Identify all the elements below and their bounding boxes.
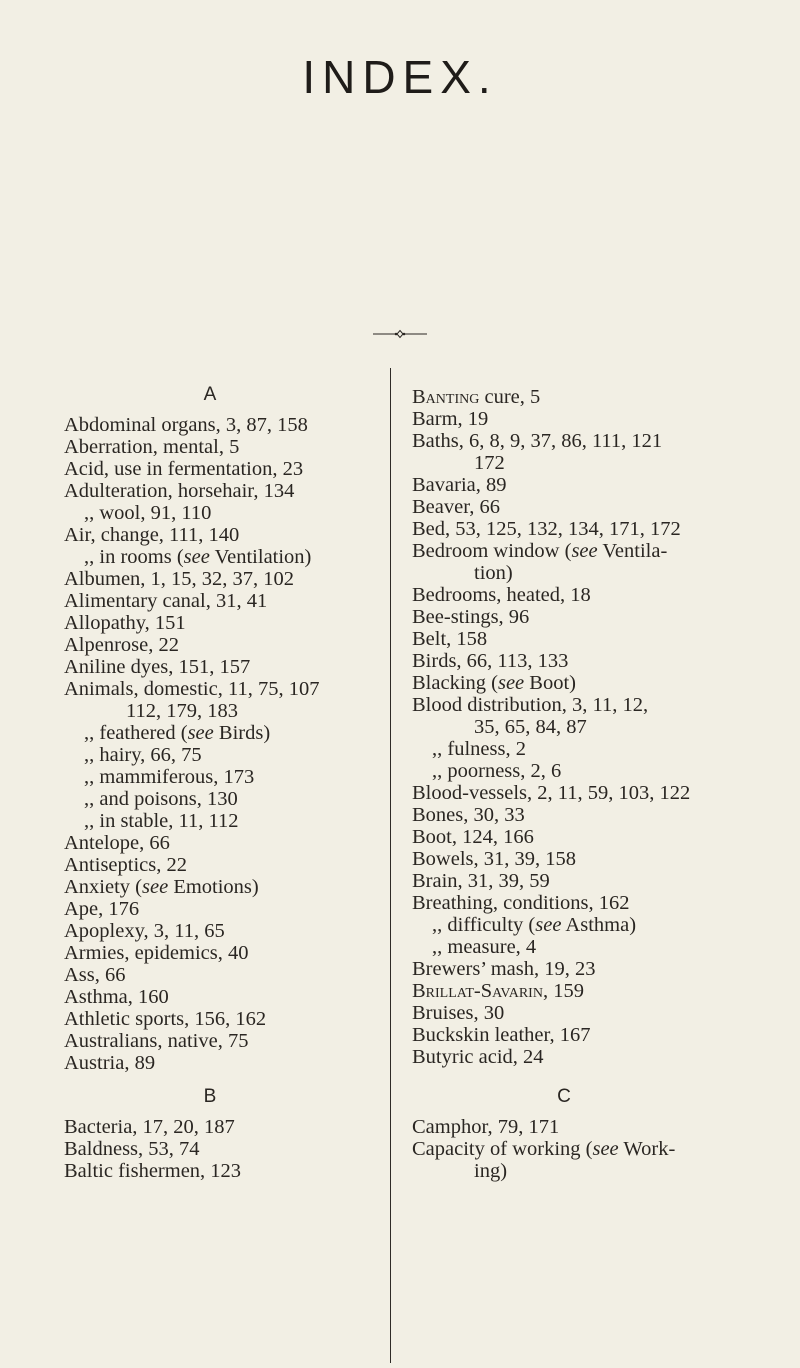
section-letter-b: B [203,1086,217,1107]
index-entry: Brewers’ mash, 19, 23 [412,958,596,980]
index-entry: Belt, 158 [412,628,488,650]
index-entry: ,, in rooms (see Ventilation) [84,546,312,568]
index-entry: Antiseptics, 22 [64,854,187,876]
index-entry: Ass, 66 [64,964,126,986]
index-entry: Bowels, 31, 39, 158 [412,848,576,870]
index-entry: ,, fulness, 2 [432,738,526,760]
index-entry: ,, difficulty (see Asthma) [432,914,637,936]
index-entry: Alpenrose, 22 [64,634,180,656]
index-entry: Aniline dyes, 151, 157 [64,656,251,678]
index-entry: Birds, 66, 113, 133 [412,650,569,672]
index-entry: Buckskin leather, 167 [412,1024,591,1046]
index-entry: Blacking (see Boot) [412,672,576,694]
index-entry: 112, 179, 183 [126,700,238,722]
index-entry: 172 [474,452,505,474]
index-entry: Beaver, 66 [412,496,500,518]
index-entry: Animals, domestic, 11, 75, 107 [64,678,320,700]
index-entry: Brain, 31, 39, 59 [412,870,550,892]
index-entry: ,, feathered (see Birds) [84,722,271,744]
index-entry: Bavaria, 89 [412,474,507,496]
index-entry: Bacteria, 17, 20, 187 [64,1116,235,1138]
index-entry: Banting cure, 5 [412,386,541,408]
index-entry: Capacity of working (see Work- [412,1138,676,1160]
section-letter-a: A [203,384,217,405]
index-entry: Adulteration, horsehair, 134 [64,480,295,502]
index-entry: ,, mammiferous, 173 [84,766,255,788]
index-entry: Abdominal organs, 3, 87, 158 [64,414,308,436]
index-entry: Boot, 124, 166 [412,826,534,848]
ornament-divider [373,329,427,339]
index-entry: Albumen, 1, 15, 32, 37, 102 [64,568,295,590]
index-entry: ,, in stable, 11, 112 [84,810,239,832]
index-entry: Baths, 6, 8, 9, 37, 86, 111, 121 [412,430,663,452]
index-entry: Allopathy, 151 [64,612,186,634]
index-entry: Alimentary canal, 31, 41 [64,590,268,612]
index-entry: Butyric acid, 24 [412,1046,544,1068]
index-entry: Barm, 19 [412,408,489,430]
column-divider [390,368,391,1363]
index-title: INDEX. [302,51,498,103]
index-entry: Australians, native, 75 [64,1030,249,1052]
index-entry: Blood-vessels, 2, 11, 59, 103, 122 [412,782,691,804]
index-entry: Armies, epidemics, 40 [64,942,249,964]
index-entry: Antelope, 66 [64,832,170,854]
index-entry: ,, measure, 4 [432,936,537,958]
index-entry: Ape, 176 [64,898,140,920]
index-entry: tion) [474,562,513,584]
index-entry: ing) [474,1160,508,1182]
index-entry: Baldness, 53, 74 [64,1138,200,1160]
index-entry: ,, wool, 91, 110 [84,502,212,524]
index-entry: Bruises, 30 [412,1002,505,1024]
index-entry: Bee-stings, 96 [412,606,530,628]
index-entry: ,, and poisons, 130 [84,788,238,810]
index-entry: Apoplexy, 3, 11, 65 [64,920,225,942]
index-entry: Athletic sports, 156, 162 [64,1008,267,1030]
section-letter-c: C [557,1086,571,1107]
index-entry: Anxiety (see Emotions) [64,876,259,898]
index-entry: ,, hairy, 66, 75 [84,744,202,766]
index-entry: Air, change, 111, 140 [64,524,240,546]
index-entry: Austria, 89 [64,1052,156,1074]
index-entry: Asthma, 160 [64,986,169,1008]
index-entry: Acid, use in fermentation, 23 [64,458,304,480]
index-entry: Bones, 30, 33 [412,804,525,826]
index-entry: Baltic fishermen, 123 [64,1160,242,1182]
index-entry: 35, 65, 84, 87 [474,716,587,738]
index-entry: Camphor, 79, 171 [412,1116,560,1138]
index-entry: Bedrooms, heated, 18 [412,584,591,606]
index-entry: ,, poorness, 2, 6 [432,760,562,782]
index-entry: Aberration, mental, 5 [64,436,240,458]
index-entry: Brillat-Savarin, 159 [412,980,584,1002]
index-entry: Breathing, conditions, 162 [412,892,630,914]
index-entry: Bed, 53, 125, 132, 134, 171, 172 [412,518,681,540]
index-entry: Blood distribution, 3, 11, 12, [412,694,649,716]
index-entry: Bedroom window (see Ventila- [412,540,668,562]
